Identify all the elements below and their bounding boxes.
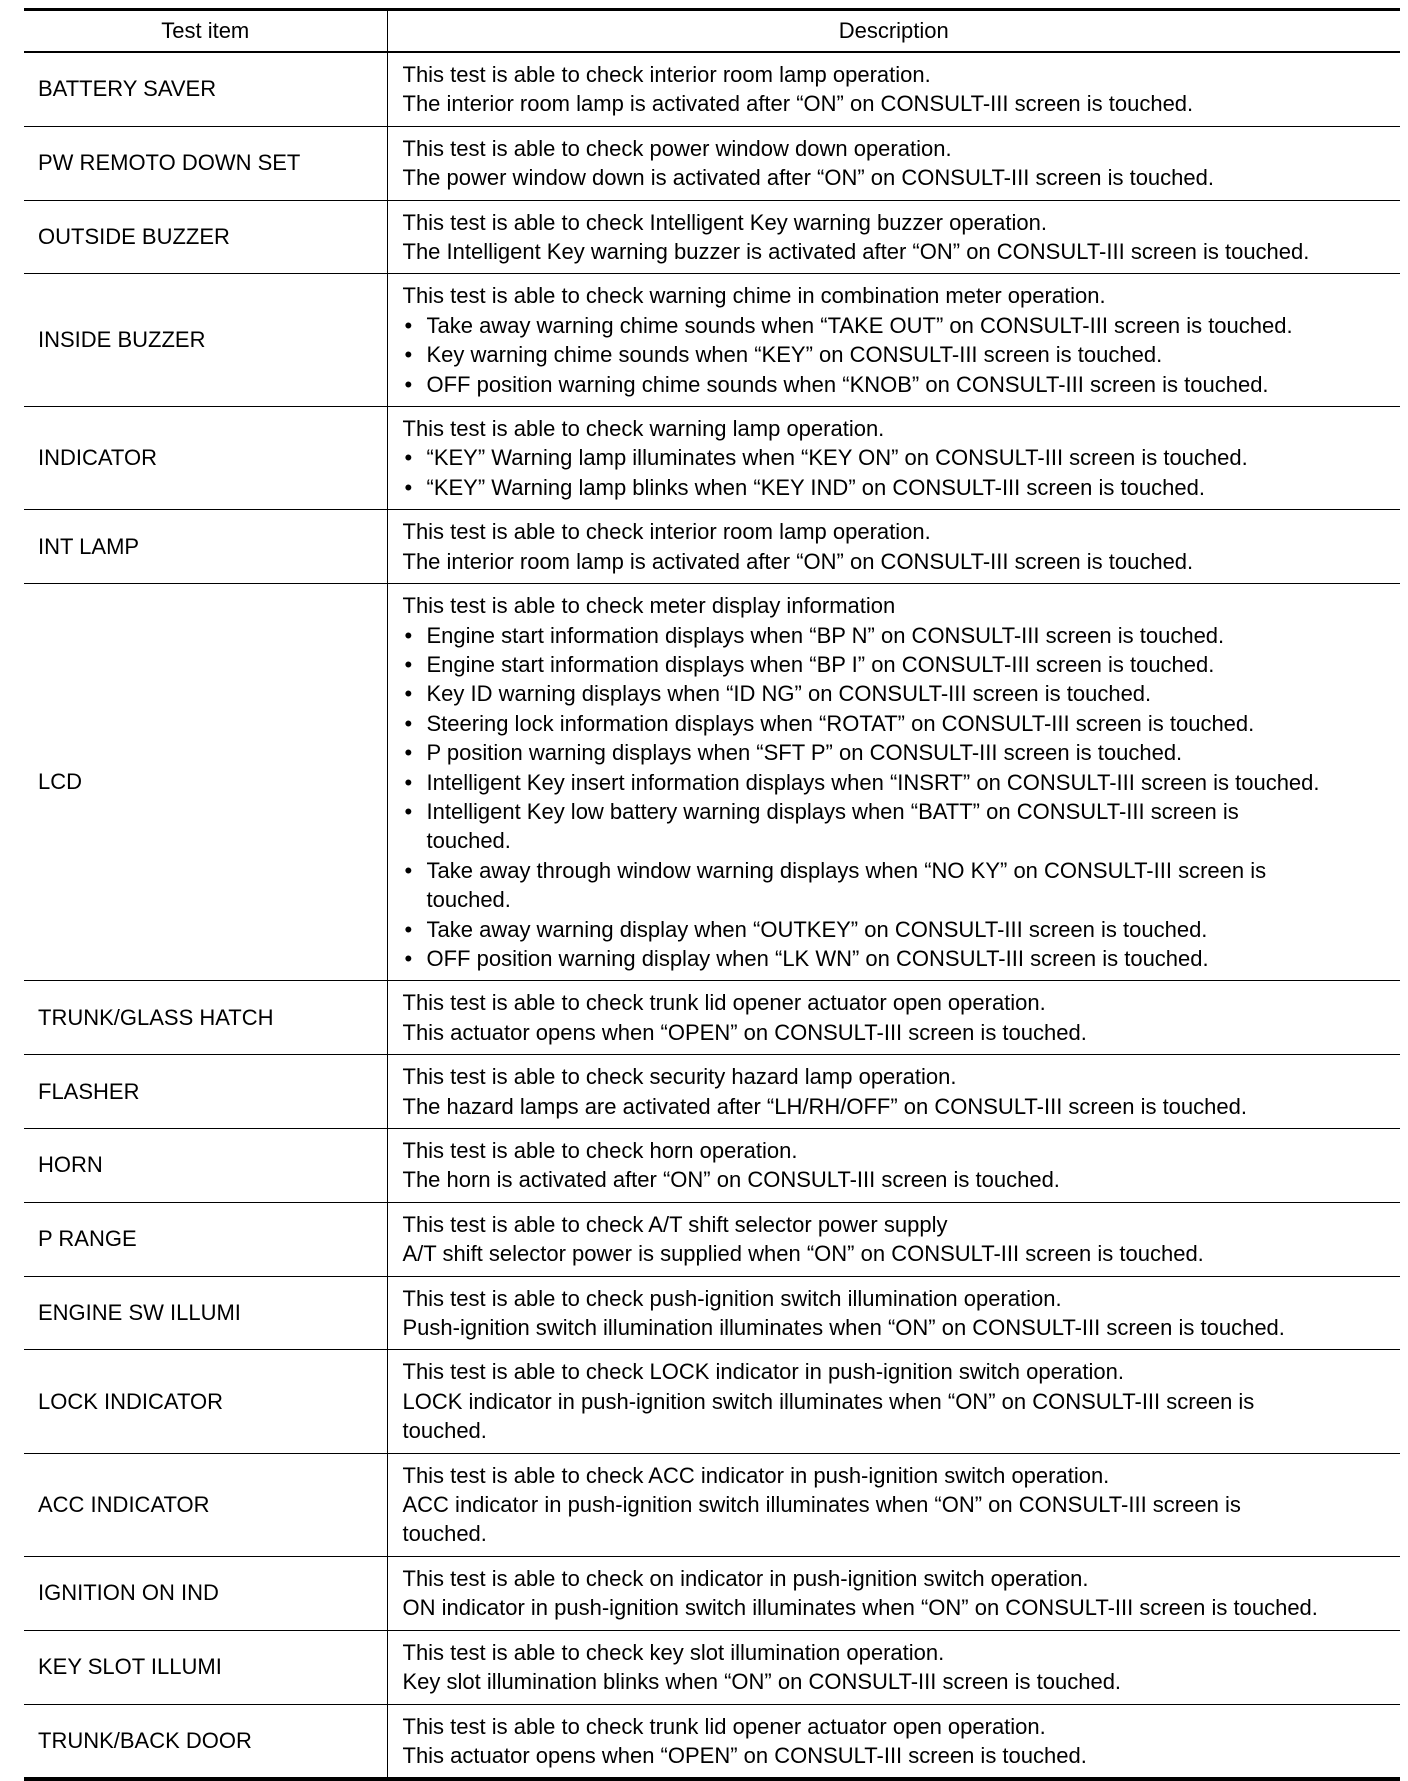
table-row (24, 1704, 1400, 1779)
description-bullet-item: • Take away warning chime sounds when “TAKE OUT” on CONSULT-III screen is touched. (403, 311, 1393, 340)
description-cell (387, 1276, 1400, 1350)
description-cell (387, 981, 1400, 1055)
test-item-cell: BATTERY SAVER (24, 52, 387, 126)
table-row (24, 407, 1400, 510)
table-row (24, 1556, 1400, 1630)
description-cell (387, 1556, 1400, 1630)
description-line: This test is able to check key slot illumination operation. (402, 1639, 945, 1665)
description-line: This test is able to check trunk lid opener actuator open operation. (402, 990, 1046, 1016)
description-line: touched. (402, 1418, 487, 1444)
description-bullet-item: • Key ID warning displays when “ID NG” on CONSULT-III screen is touched. (403, 679, 1393, 708)
test-item-cell: P RANGE (24, 1202, 387, 1276)
description-line: This test is able to check on indicator in push-ignition switch operation. (402, 1565, 1089, 1591)
description-line: This test is able to check Intelligent Key warning buzzer operation. (402, 209, 1047, 235)
test-item-cell: INSIDE BUZZER (24, 274, 387, 407)
description-bullet-item: • OFF position warning display when “LK WN” on CONSULT-III screen is touched. (403, 944, 1393, 973)
test-item-cell: INDICATOR (24, 407, 387, 510)
description-line: A/T shift selector power is supplied when “ON” on CONSULT-III screen is touched. (402, 1241, 1204, 1267)
test-item-cell: OUTSIDE BUZZER (24, 200, 387, 274)
description-cell (387, 407, 1400, 510)
test-item-cell: LOCK INDICATOR (24, 1350, 387, 1453)
table-row (24, 1129, 1400, 1203)
description-bullet-item: • P position warning displays when “SFT P” on CONSULT-III screen is touched. (403, 738, 1393, 767)
header-test-item: Test item (24, 10, 387, 53)
test-item-cell: TRUNK/GLASS HATCH (24, 981, 387, 1055)
description-line: This test is able to check push-ignition switch illumination operation. (402, 1285, 1062, 1311)
description-line: This test is able to check interior room lamp operation. (402, 519, 931, 545)
description-line: This test is able to check ACC indicator in push-ignition switch operation. (402, 1462, 1110, 1488)
description-line: The interior room lamp is activated after “ON” on CONSULT-III screen is touched. (402, 548, 1194, 574)
table-row (24, 52, 1400, 126)
description-bullet-item: • Steering lock information displays when “ROTAT” on CONSULT-III screen is touched. (403, 709, 1393, 738)
description-line: This actuator opens when “OPEN” on CONSULT-III screen is touched. (402, 1742, 1087, 1768)
description-cell (387, 1350, 1400, 1453)
description-bullet-item: • Key warning chime sounds when “KEY” on CONSULT-III screen is touched. (403, 340, 1393, 369)
description-line: This test is able to check LOCK indicator in push-ignition switch operation. (402, 1359, 1124, 1385)
test-item-table (24, 8, 1400, 1781)
header-description: Description (387, 10, 1400, 53)
test-item-cell: INT LAMP (24, 510, 387, 584)
description-line: The Intelligent Key warning buzzer is activated after “ON” on CONSULT-III screen is touched. (402, 239, 1310, 265)
test-item-cell: IGNITION ON IND (24, 1556, 387, 1630)
description-line: ACC indicator in push-ignition switch illuminates when “ON” on CONSULT-III screen is (402, 1492, 1241, 1518)
table-row (24, 1202, 1400, 1276)
description-line: touched. (402, 1521, 487, 1547)
description-cell (387, 126, 1400, 200)
description-line: Push-ignition switch illumination illuminates when “ON” on CONSULT-III screen is touched. (402, 1315, 1285, 1341)
description-line: This test is able to check security hazard lamp operation. (402, 1064, 957, 1090)
description-line: The interior room lamp is activated after “ON” on CONSULT-III screen is touched. (402, 91, 1194, 117)
description-line: This test is able to check power window down operation. (402, 135, 952, 161)
description-bullet-item: • Take away warning display when “OUTKEY” on CONSULT-III screen is touched. (403, 915, 1393, 944)
description-bullet-item: • Intelligent Key insert information displays when “INSRT” on CONSULT-III screen is touched. (403, 768, 1393, 797)
table-row (24, 584, 1400, 981)
test-item-table-container (24, 8, 1400, 1781)
description-cell (387, 274, 1400, 407)
description-line: This actuator opens when “OPEN” on CONSULT-III screen is touched. (402, 1019, 1087, 1045)
description-line: This test is able to check horn operation. (402, 1138, 798, 1163)
description-bullet-item: • “KEY” Warning lamp illuminates when “KEY ON” on CONSULT-III screen is touched. (403, 443, 1393, 472)
description-bullet-item: • Take away through window warning displays when “NO KY” on CONSULT-III screen is touched. (403, 856, 1393, 915)
test-item-cell: TRUNK/BACK DOOR (24, 1704, 387, 1779)
description-cell (387, 1129, 1400, 1203)
description-line: The power window down is activated after “ON” on CONSULT-III screen is touched. (402, 165, 1214, 191)
description-cell (387, 510, 1400, 584)
description-line: The hazard lamps are activated after “LH/RH/OFF” on CONSULT-III screen is touched. (402, 1093, 1247, 1119)
table-row (24, 510, 1400, 584)
description-cell (387, 1202, 1400, 1276)
description-line: This test is able to check warning lamp operation. (402, 416, 885, 442)
table-row (24, 274, 1400, 407)
description-line: Key slot illumination blinks when “ON” on CONSULT-III screen is touched. (402, 1669, 1122, 1695)
description-bullet-item: • Intelligent Key low battery warning displays when “BATT” on CONSULT-III screen is touched. (403, 797, 1393, 856)
table-row (24, 1350, 1400, 1453)
description-cell (387, 200, 1400, 274)
test-item-cell: ACC INDICATOR (24, 1453, 387, 1556)
description-line: ON indicator in push-ignition switch illuminates when “ON” on CONSULT-III screen is touched. (402, 1595, 1318, 1621)
description-line: This test is able to check interior room lamp operation. (402, 62, 931, 87)
table-row (24, 1453, 1400, 1556)
description-cell (387, 52, 1400, 126)
description-line: This test is able to check A/T shift selector power supply (402, 1211, 948, 1237)
description-cell (387, 1704, 1400, 1779)
table-row (24, 200, 1400, 274)
description-line: The horn is activated after “ON” on CONSULT-III screen is touched. (402, 1167, 1060, 1193)
description-bullet-item: • “KEY” Warning lamp blinks when “KEY IND” on CONSULT-III screen is touched. (403, 473, 1393, 502)
description-cell (387, 584, 1400, 981)
description-line: This test is able to check meter display information (402, 593, 896, 619)
description-bullet-item: • Engine start information displays when “BP I” on CONSULT-III screen is touched. (403, 650, 1393, 679)
test-item-cell: PW REMOTO DOWN SET (24, 126, 387, 200)
description-cell (387, 1055, 1400, 1129)
description-cell (387, 1630, 1400, 1704)
table-row (24, 981, 1400, 1055)
description-line: LOCK indicator in push-ignition switch illuminates when “ON” on CONSULT-III screen is (402, 1388, 1255, 1414)
test-item-cell: ENGINE SW ILLUMI (24, 1276, 387, 1350)
table-row (24, 1055, 1400, 1129)
table-row (24, 1630, 1400, 1704)
table-body (24, 52, 1400, 1779)
table-row (24, 126, 1400, 200)
description-bullet-item: • Engine start information displays when “BP N” on CONSULT-III screen is touched. (403, 621, 1393, 650)
description-line: This test is able to check warning chime in combination meter operation. (402, 283, 1106, 309)
test-item-cell: LCD (24, 584, 387, 981)
test-item-cell: KEY SLOT ILLUMI (24, 1630, 387, 1704)
table-header-row (24, 10, 1400, 53)
description-bullet-item: • OFF position warning chime sounds when “KNOB” on CONSULT-III screen is touched. (403, 370, 1393, 399)
test-item-cell: HORN (24, 1129, 387, 1203)
description-line: This test is able to check trunk lid opener actuator open operation. (402, 1713, 1046, 1739)
test-item-cell: FLASHER (24, 1055, 387, 1129)
table-row (24, 1276, 1400, 1350)
description-cell (387, 1453, 1400, 1556)
